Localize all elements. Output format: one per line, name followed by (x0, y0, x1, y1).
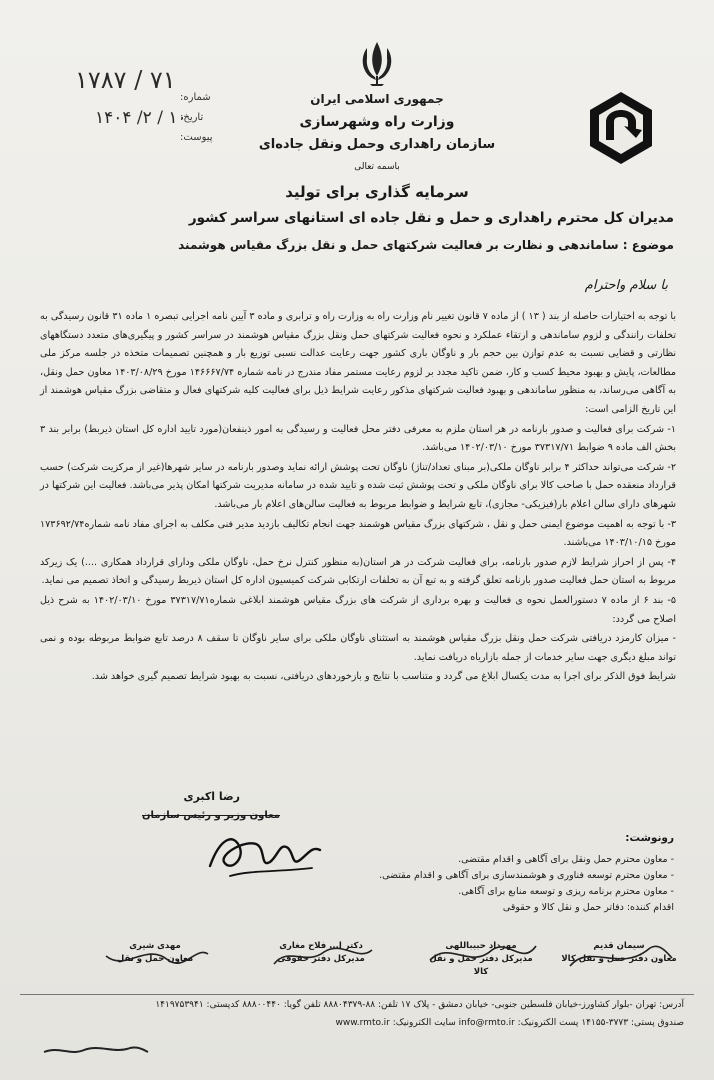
body-paragraph-2: ۲- شرکت می‌تواند حداکثر ۴ برابر ناوگان ملکی(بر مبنای تعداد/تناژ) ناوگان تحت پوشش ارائه نماید وصدور بارنامه در سایر شهرها(غیر از مرکزیت شرکت) حسب قرارداد منعقده حمل با صاحب کالا برای ناوگان ملکی و تحت پوشش ثبت شده و تایید شده در سامانه مدیریت شرکتها امکان پذیر می‌باشد. فعالیت این شرکتها در شهرهای دارای سالن اعلام بار(فیزیکی- مجازی)، تابع شرایط و ضوابط مربوط به فعالیت سالن‌های اعلام بار می‌باشد. (40, 461, 676, 510)
date-label: تاریخ: (180, 112, 204, 123)
cc-item: - معاون محترم توسعه فناوری و هوشمندسازی برای آگاهی و اقدام مقتضی. (379, 870, 674, 881)
year-slogan: سرمایه گذاری برای تولید (285, 183, 469, 201)
letter-number-value: ۱۷۸۷ / ۷۱ (75, 66, 176, 94)
handwritten-signature (200, 818, 330, 888)
body-paragraph-5: ۵- بند ۶ از ماده ۷ دستورالعمل نحوه ی فعالیت و بهره برداری از شرکت های بزرگ مقیاس هوشمند ابلاغی شماره۳۷۳۱۷/۷۱ مورخ ۱۴۰۲/۰۳/۱۰ به شرح ذیل اصلاح می گردد: (40, 594, 676, 625)
footer-scribble (40, 1038, 150, 1062)
body-paragraph-fee: - میزان کارمزد دریافتی شرکت حمل ونقل بزرگ مقیاس هوشمند به استثنای ناوگان ملکی برای سایر ناوگان تا سقف ۸ درصد تابع ضوابط مربوطه بوده و نمی تواند مبلغ دیگری جهت سایر خدمات از جمله بازاریاه دریافت نماید. (40, 633, 676, 663)
salutation-handwritten: با سلام واحترام (584, 278, 668, 293)
stamp-person-role: مدیرکل دفتر حقوقی (277, 954, 365, 964)
stamp-person-role: مدیرکل دفتر حمل و نقل کالا (429, 954, 533, 977)
letter-body (40, 308, 676, 688)
number-label: شماره: (180, 92, 211, 103)
initial-scribble (422, 936, 540, 982)
initial-stamp-2 (422, 936, 540, 982)
stamp-person-name: دکتر ا... فلاح مغاری (279, 941, 363, 951)
stamp-person-role: معاون حمل و نقل (116, 954, 194, 964)
stamp-person-name: مهرداد حبیباللهی (445, 941, 517, 951)
initial-scribble (262, 936, 380, 982)
addressee-line: مدیران کل محترم راهداری و حمل و نقل جاده ای استانهای سراسر کشور (188, 210, 674, 226)
initial-scribble (96, 936, 214, 982)
initial-scribble (560, 936, 678, 982)
initial-stamp-4 (96, 936, 214, 982)
footer-postal-contact: صندوق پستی: ۳۷۷۳-۱۴۱۵۵ پست الکترونیک: info@rmto.ir سایت الکترونیک: www.rmto.ir (335, 1018, 684, 1028)
signatory-title: معاون وزیر و رئیس سازمان (142, 810, 280, 821)
iran-emblem-icon (355, 38, 399, 88)
footer-divider (20, 994, 694, 995)
signatory-name: رضا اکبری (183, 790, 240, 803)
letter-date-value: ۱۴۰۴ /۲ / ۱۰ (95, 108, 187, 128)
body-paragraph-closing: شرایط فوق الذکر برای اجرا به مدت یکسال ابلاغ می گردد و متناسب با نتایج و بازخوردهای دریافتی، نسبت به بهبود شرایط تصمیم گیری خواهد شد. (91, 671, 676, 683)
subject-line: موضوع : ساماندهی و نظارت بر فعالیت شرکتهای حمل و نقل بزرگ مقیاس هوشمند (178, 238, 674, 252)
bismillah-text: باسمه تعالی (354, 162, 400, 172)
body-paragraph-4: ۴- پس از احراز شرایط لازم صدور بارنامه، برای فعالیت شرکت در هر استان(به منظور کنترل نرخ حمل، ناوگان ملکی ودارای قرارداد همکاری ....) یک زیرکد مربوط به استان حمل فعالیت صدور بارنامه تعلق گرفته و به تبع آن به تخلفات ارتکابی شرکت کمیسیون اداره کل استان ذیربط رسیدگی و اتخاذ تصمیم می نماید. (40, 556, 676, 587)
attachment-label: پیوست: (180, 132, 213, 143)
cc-action-by: اقدام کننده: دفاتر حمل و نقل کالا و حقوقی (502, 902, 674, 913)
cc-item: - معاون محترم حمل ونقل برای آگاهی و اقدام مقتضی. (458, 854, 674, 865)
footer-address: آدرس: تهران -بلوار کشاورز-خیابان فلسطین جنوبی- خیابان دمشق - پلاک ۱۷ تلفن: ۸۸-۸۸۸۰۴۳۷۹ تلفن گویا: ۸۸۸۰۰۴۴۰ کدپستی: ۱۴۱۹۷۵۳۹۴۱ (155, 1000, 684, 1010)
body-paragraph-intro: با توجه به اختیارات حاصله از بند ( ۱۳ ) از ماده ۷ قانون تغییر نام وزارت راه به وزارت راه و ترابری و ماده ۳ آیین نامه اجرایی تبصره ۱ ماده ۳۱ قانون رسیدگی به تخلفات رانندگی و لزوم ساماندهی و ارتقاء عملکرد و نحوه فعالیت شرکتهای حمل ونقل بزرگ مقیاس هوشمند در سراسر کشور و پیگیری‌های متعدد دستگاههای نظارتی و قضایی نسبت به عدم توازن بین حجم بار و ناوگان باری کشور جهت رعایت عدالت نسبی توزیع بار و همچنین تصمیمات متخذه در جلسه مرکز ملی مطالعات، پایش و بهبود محیط کسب و کار، ضمن تاکید مجدد بر لزوم رعایت مستمر مفاد مندرج در نامه شماره ۱۴۶۶۶۷/۷۴ مورخ ۱۴۰۳/۰۸/۲۹ معاون حمل ونقل، به آگاهی می‌رساند، به منظور ساماندهی و بهبود فعالیت شرکتهای مذکور رعایت شرایط ذیل برای فعالیت کلیه شرکتهای فعال و متقاضی بزرگ مقیاس هوشمند از این تاریخ الزامی است: (40, 311, 677, 415)
organization-title: سازمان راهداری وحمل ونقل جاده‌ای (258, 137, 496, 152)
rmto-logo-icon (588, 90, 654, 166)
body-paragraph-1: ۱- شرکت برای فعالیت و صدور بارنامه در هر استان ملزم به معرفی دفتر محل فعالیت و رسیدگی به امور ذینفعان(مورد تایید اداره کل استان ذیربط) برابر بند ۳ بخش الف ماده ۹ ضوابط ۳۷۳۱۷/۷۱ مورخ ۱۴۰۲/۰۳/۱۰ می‌باشد. (40, 423, 676, 454)
initial-stamp-3 (262, 936, 380, 982)
ministry-title: وزارت راه وشهرسازی (299, 114, 455, 130)
cc-item: - معاون محترم برنامه ریزی و توسعه منابع برای آگاهی. (458, 886, 674, 897)
stamp-person-role: معاون دفتر حمل و نقل کالا (561, 954, 677, 964)
cc-title: رونوشت: (625, 832, 674, 844)
stamp-person-name: سیمان قدیم (593, 941, 645, 951)
initial-stamp-1 (560, 936, 678, 982)
body-paragraph-3: ۳- با توجه به اهمیت موضوع ایمنی حمل و نقل ، شرکتهای بزرگ مقیاس هوشمند جهت انجام تکالیف بازدید مدیر فنی مکلف به اجرای مفاد نامه شماره۱۷۳۶۹۲/۷۴ مورخ ۱۴۰۳/۱۰/۱۵ می‌باشند. (40, 518, 676, 549)
republic-title: جمهوری اسلامی ایران (310, 92, 444, 106)
stamp-person-name: مهدی شیری (129, 941, 181, 951)
cc-list (379, 852, 674, 916)
